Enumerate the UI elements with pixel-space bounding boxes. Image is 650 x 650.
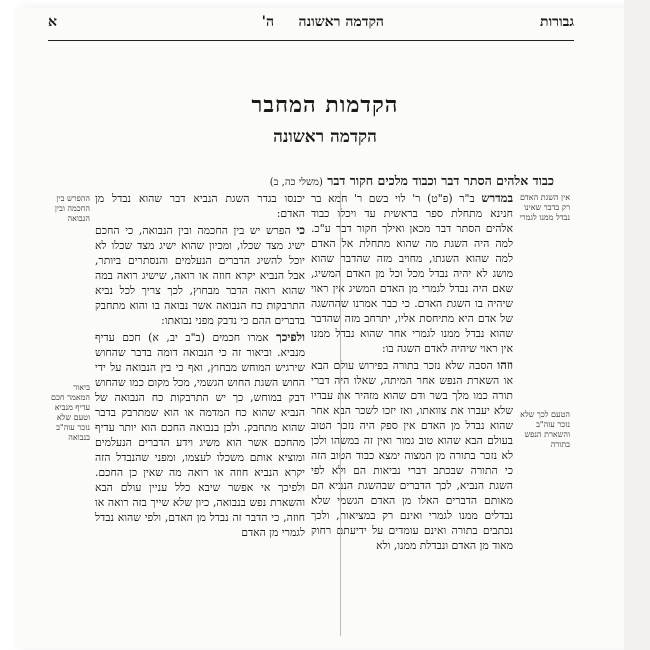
margin-gloss: ביאור המאמר חכם עדיף מנביא וטעם שלא נזכר עוה"ב בנבואה	[51, 383, 90, 442]
paragraph-lead-word: במדרש	[481, 191, 513, 205]
column-divider	[340, 191, 341, 636]
page-subtitle: הקדמה ראשונה	[273, 127, 377, 147]
margin-gloss: ההפרש בין החכמה ובין הנבואה	[54, 194, 90, 223]
text-column-left	[95, 191, 305, 540]
header-book-title: גבורות	[540, 14, 574, 30]
paragraph	[311, 358, 513, 553]
text-column-right	[311, 191, 513, 553]
paragraph-text: ב"ר (פ"ט) ר' לוי בשם ר' חמא בר חנינא מתחלת ספר בראשית עד ויכלו כבוד אלהים הסתר דבר מכאן ואילך חקור דבר ע"כ. למה היה השגת מה שהוא מתחלת אל האדם למה שהוא השגתו, מחויב מזה שהדבר שהוא מושג לא יהיה נבדל מכל וכל מן האדם המשיג, שאם היה נבדל לגמרי מן האדם המשיג אין ראוי שיהיה בו השגת האדם. כי כבר אמרנו שההשגה של אדם היא מתיחסת אליו, יתרחב מזה שהדבר שהוא נבדל ממנו לגמרי אחר שהוא נבדל ממנו אין ראוי שיהיה לאדם השגה בו:	[311, 192, 513, 355]
paragraph	[95, 330, 305, 540]
paragraph-lead-word: ולפיכך	[276, 330, 305, 344]
paragraph-lead-word: כי	[296, 223, 305, 237]
page-title: הקדמות המחבר	[251, 92, 399, 118]
header-section: הקדמה ראשונה	[298, 14, 384, 30]
paragraph-text: אמרו חכמים (ב"ב יב, א) חכם עדיף מנביא. וביאור זה כי הנבואה דומה בדבר שהחוש שירגיש המוחש מבחוץ, ואף כי בין הנבואה על ידי החוש השגת החוש הגשמי, מכל מקום כמו שהחוש דבק במוחש, כך יש התרבקות כח הנבואה של הנביא שהוא כח המדמה או הוא שמתרבק בדבר שהוא מתחבק. ולכן בנבואה החכם הוא יותר עדיף מהחכם אשר הוא משיג וידע הדברים הנעלמים ומוציא אותם משכלו לעצמו, ומפני שהנבדל הזה יקרא הנביא חוזה או רואה מה שאין כן החכם. ולפיכך אי אפשר שיבא כלל עניין עולם הבא והשארת נפש בנבואה, כיון שלא שייך בזה רואה או חוזה, כי הדבר זה נבדל מן האדם, ולפי שהוא נבדל לגמרי מן האדם	[95, 331, 305, 539]
paragraph-lead-word: וזהו	[497, 358, 513, 372]
epigraph	[80, 173, 554, 189]
paragraph-text: הפרש יש בין החכמה ובין הנבואה, כי החכם ישיג מצד שכלו, ומכיון שהוא ישיג מצד שכלו לא יוכל להשיג הדברים הנעלמים והנסתרים ביותר, אבל הנביא יקרא חוזה או רואה, שישיג רואה במה שהוא רואה הדבר מבחוץ, לכך צריך לכל נביא התרבקות כח הנבואה אשר נבואה בו והוא מתחבק בדברים ההם כי נדבק מפני נבואתו:	[95, 224, 305, 327]
epigraph-text: כבוד אלהים הסתר דבר וכבוד מלכים חקור דבר	[327, 173, 554, 188]
header-page-number: א	[48, 14, 57, 30]
margin-gloss: הטעם לכך שלא נזכר עוה"ב והשארת הנפש בתורה	[520, 410, 570, 449]
running-header	[48, 14, 574, 36]
paragraph-text: יכנסו בגדר השגת הנביא דבר שהוא נבדל מן האדם:	[95, 192, 305, 220]
header-chapter: ה'	[261, 14, 274, 30]
paragraph	[311, 191, 513, 356]
margin-gloss: אין השגת האדם רק בדבר שאינו נבדל ממנו לגמרי	[519, 193, 570, 222]
paragraph	[95, 223, 305, 328]
header-rule	[48, 40, 574, 41]
epigraph-reference: (משלי כה, ב)	[269, 177, 323, 188]
paragraph	[95, 191, 305, 221]
paragraph-text: הסבה שלא נזכר בתורה בפירוש עולם הבא או השארת הנפש אחר המיתה, שאלו היה דברי תורה כמו מלך בשר ודם שהוא מזהיר את עבדיו שלא יעברו את צוואתו, ואז יזכו לשכר הבא אחר שהוא נבדל מן האדם אין ספק היה נזכר הטוב בעולם הבא שהוא טוב גמור ואין זה במשהו ולכן לא נזכר בתורה מן המצוה ימצא כבוד הטוב הזה כי התורה שבכתב דברי נביאות הם ולא לפי השגת הנביא, לכך הדברים שבהשגת הנביא הם מאותם הדברים האלו מן האדם הגשמי שלא נבדלים ממנו לגמרי ואינם רק במציאות, ולכך נכתבים בתורה ואינם עומדים על ידיעתם רחוק מאוד מן האדם ונבדלת ממנו, ולא	[311, 359, 513, 552]
